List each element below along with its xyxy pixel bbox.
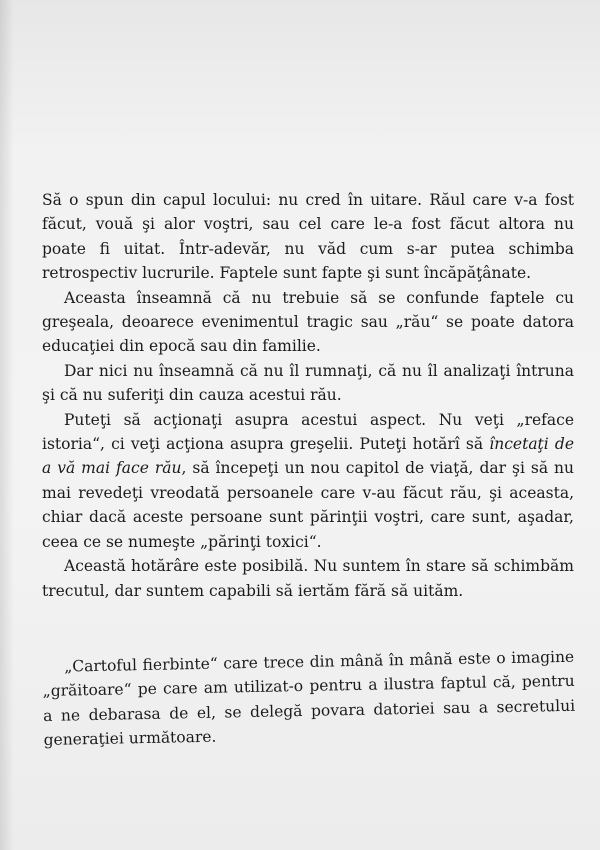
paragraph-2: Aceasta înseamnă că nu trebuie să se confunde faptele cu greşeala, deoarece evenimentul tragic sau „rău“ se poate datora educaţiei din epocă sau din familie. xyxy=(42,288,574,356)
paragraph-4-start: Puteţi să acţionaţi asupra acestui aspect. Nu veţi „reface istoria“, ci veţi acţiona asupra greşelii. Puteţi hotărî să xyxy=(42,410,574,454)
body-text xyxy=(42,188,574,603)
paragraph-3: Dar nici nu înseamnă că nu îl rumnaţi, că nu îl analizaţi întruna şi că nu suferiţi din cauza acestui rău. xyxy=(42,361,574,405)
paragraph-6: „Cartoful fierbinte“ care trece din mână în mână este o imagine „grăitoare“ pe care am utilizat-o pentru a ilustra faptul că, pentru a ne debarasa de el, se delegă povara datoriei sau a secretului generaţiei următoare. xyxy=(42,647,576,750)
paragraph-1: Să o spun din capul locului: nu cred în uitare. Răul care v-a fost făcut, vouă şi alor voştri, sau cel care le-a fost făcut altora nu poate fi uitat. Într-adevăr, nu văd cum s-ar putea schimba retrospectiv lucrurile. Faptele sunt fapte şi sunt încăpăţânate. xyxy=(42,191,574,283)
closing-text xyxy=(42,645,576,753)
paragraph-4 xyxy=(42,408,574,554)
paragraph-5: Această hotărâre este posibilă. Nu suntem în stare să schimbăm trecutul, dar suntem capabili să iertăm fără să uităm. xyxy=(42,557,574,600)
paragraph-4-emphasis: încetaţi de a vă mai face rău xyxy=(42,435,574,478)
page-gutter-shadow xyxy=(0,0,14,850)
paragraph-4-end: , să începeţi un nou capitol de viaţă, dar şi să nu mai revedeţi vreodată persoanele care v-au făcut rău, şi aceasta, chiar dacă aceste persoane sunt părinţii voştri, care sunt, aşadar, ceea ce se numeşte „părinţi toxici“. xyxy=(42,459,574,551)
